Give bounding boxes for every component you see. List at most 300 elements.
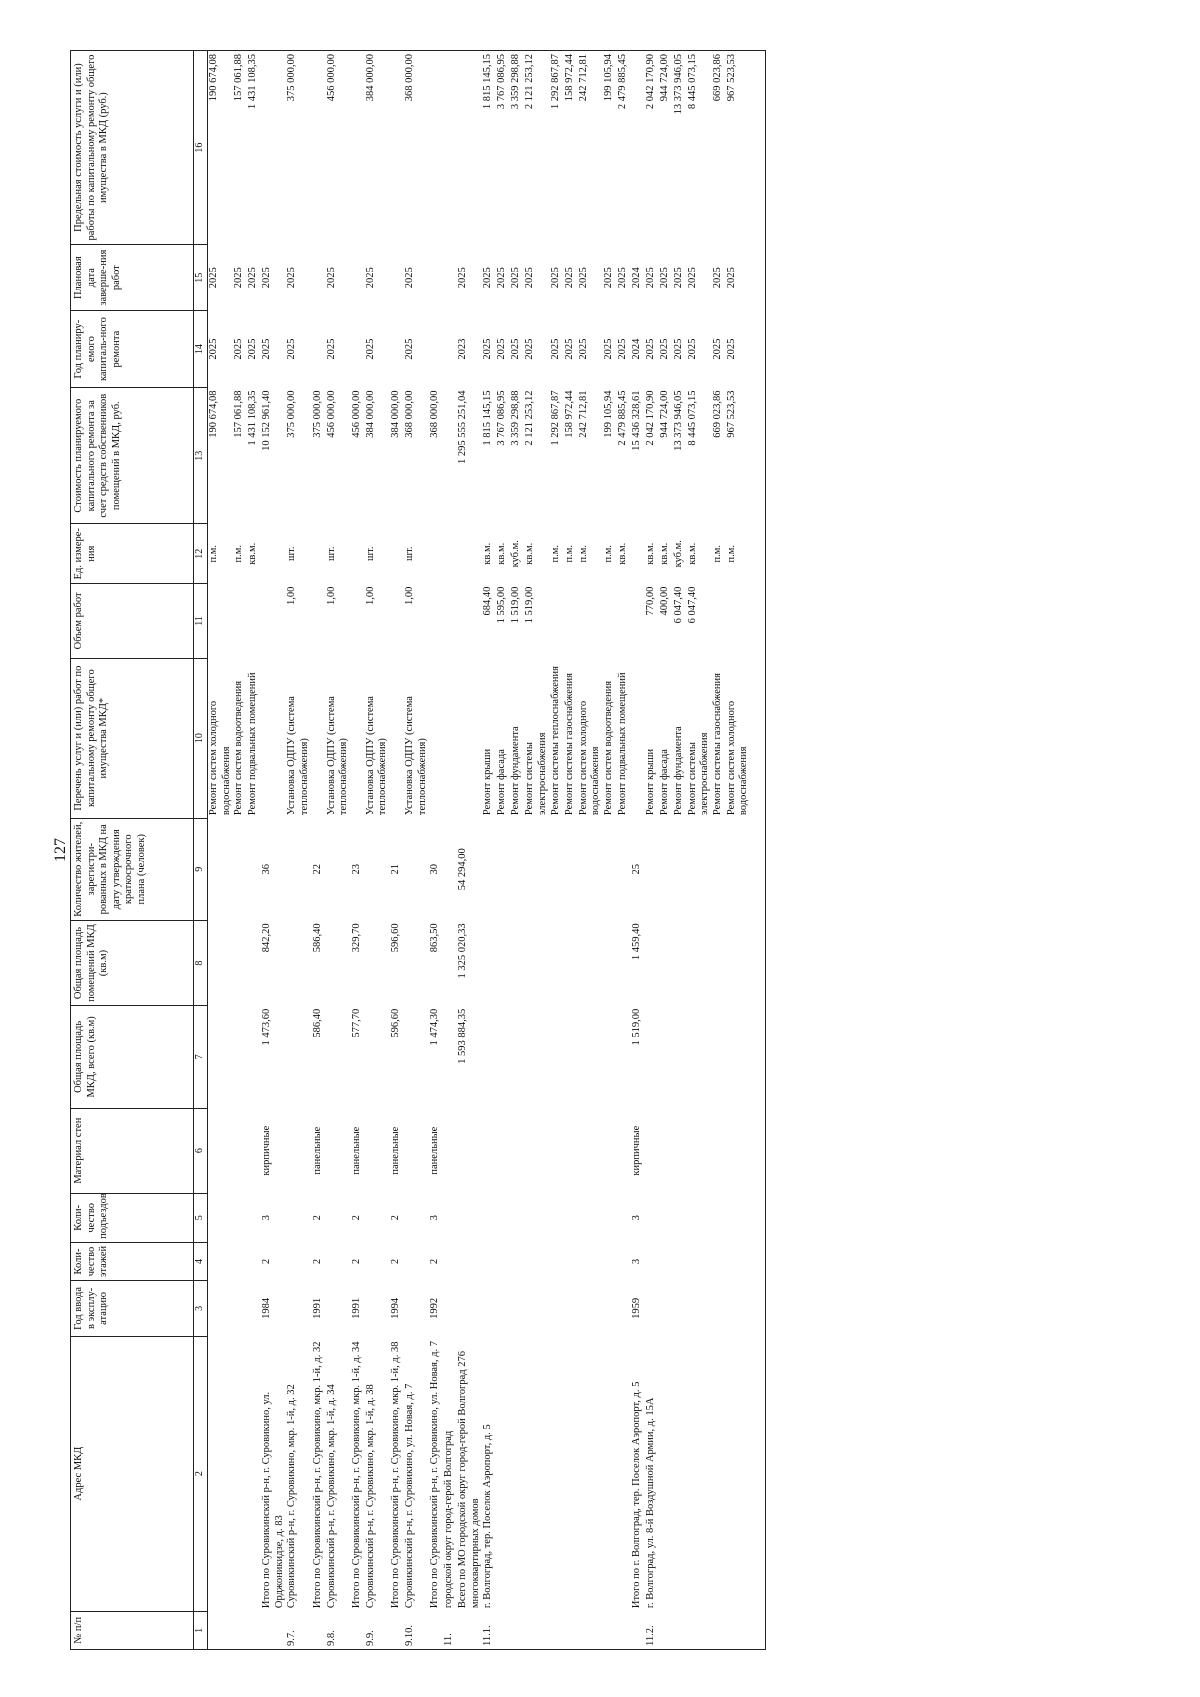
table-cell: п.м. (725, 545, 737, 563)
table-cell: 3 767 086,95 (496, 390, 508, 446)
table-cell: 944 724,00 (658, 390, 670, 438)
table-cell (726, 1611, 751, 1649)
table-cell: 2025 (616, 338, 628, 360)
table-header (71, 51, 208, 1650)
table-cell (457, 1611, 482, 1649)
table-cell (712, 1611, 726, 1649)
table-cell (564, 818, 578, 920)
table-cell (208, 1611, 234, 1649)
table-cell (726, 584, 751, 659)
table-cell (496, 1193, 510, 1242)
column-number: 7 (194, 1006, 208, 1108)
table-cell (404, 920, 429, 1005)
table-cell (603, 1108, 617, 1193)
table-cell: Итого по Суровикинский р-н, г. Суровикино, мкр. 1-й, д. 34 (350, 1341, 362, 1609)
table-cell: 2025 (261, 267, 273, 289)
table-cell: Установка ОДПУ (система теплоснабжения) (364, 696, 389, 816)
column-number: 4 (194, 1242, 208, 1280)
column-header: № п/п (71, 1611, 194, 1649)
table-cell (726, 1281, 751, 1336)
table-cell: 1,00 (364, 586, 376, 605)
table-cell (443, 51, 457, 245)
table-cell (578, 818, 603, 920)
table-cell (365, 920, 390, 1005)
table-cell: 375 000,00 (311, 390, 323, 438)
table-cell: Ремонт фасада (496, 749, 508, 816)
table-cell (312, 584, 326, 659)
table-cell (351, 658, 365, 818)
table-cell: 2 (389, 1258, 401, 1265)
table-cell (510, 1193, 524, 1242)
table-cell: г. Волгоград, ул. 8-й Воздушной Армии, д. 15А (644, 1397, 656, 1609)
table-row (603, 51, 617, 1650)
table-cell: 10 152 961,40 (261, 390, 273, 451)
table-cell (578, 1108, 603, 1193)
table-cell: 2025 (261, 338, 273, 360)
table-row (726, 51, 751, 1650)
table-cell (326, 1281, 351, 1336)
column-number: 11 (194, 584, 208, 659)
table-cell (247, 818, 261, 920)
table-cell (659, 920, 673, 1005)
table-cell: 1 815 145,15 (482, 51, 496, 245)
column-header: Материал стен (71, 1108, 194, 1193)
table-cell (687, 1611, 712, 1649)
table-cell: 15 436 328,61 (630, 390, 642, 451)
table-cell (550, 1336, 564, 1611)
table-cell: 329,70 (350, 923, 362, 953)
table-cell (751, 1242, 765, 1280)
table-cell (233, 1611, 247, 1649)
table-cell (510, 1006, 524, 1108)
table-cell (457, 658, 482, 818)
column-number: 2 (194, 1336, 208, 1611)
table-cell: Установка ОДПУ (система теплоснабжения) (325, 696, 350, 816)
table-cell (751, 1193, 765, 1242)
table-cell (673, 1006, 687, 1108)
table-cell (751, 311, 765, 388)
table-cell (603, 818, 617, 920)
table-cell (247, 584, 261, 659)
table-cell: 2025 (325, 338, 337, 360)
table-cell: 2025 (686, 267, 698, 289)
table-cell: 13 373 946,05 (672, 390, 684, 451)
table-cell (247, 1336, 261, 1611)
table-cell: 2024 (630, 267, 642, 289)
table-cell (687, 1108, 712, 1193)
table-cell: 2025 (496, 267, 508, 289)
table-cell: 242 712,81 (578, 51, 603, 245)
table-cell (261, 1611, 286, 1649)
column-header: Количество жителей, зарегистри-рованных в МКД на дату утверждения краткосрочного плана (человек) (71, 818, 194, 920)
table-cell (564, 1006, 578, 1108)
table-cell: Итого по Суровикинский р-н, г. Суровикино, мкр. 1-й, д. 32 (311, 1341, 323, 1609)
table-cell (645, 1242, 659, 1280)
table-cell (496, 818, 510, 920)
column-header: Стоимость планируемого капитального ремонта за счет средств собственников помещений в МКД, руб. (71, 387, 194, 523)
table-cell: 2 (389, 1215, 401, 1221)
table-cell (208, 1281, 234, 1336)
table-cell (351, 524, 365, 584)
table-cell (482, 1006, 496, 1108)
table-cell (617, 1281, 631, 1336)
table-cell: 2 (311, 1258, 323, 1265)
table-cell (443, 818, 457, 920)
table-cell (617, 920, 631, 1005)
table-cell: Ремонт подвальных помещений (247, 672, 259, 816)
table-cell: Ремонт крыши (644, 748, 656, 816)
table-cell: 2025 (563, 267, 575, 289)
table-cell: 2 121 253,12 (524, 390, 536, 446)
table-cell (496, 1281, 510, 1336)
table-cell (751, 1611, 765, 1649)
table-cell (443, 1281, 457, 1336)
table-cell: Суровикинский р-н, г. Суровикино, мкр. 1-й, д. 38 (364, 1384, 376, 1609)
table-cell (524, 1108, 549, 1193)
table-cell: Итого по г. Волгоград, тер. Поселок Аэропорт, д. 5 (630, 1381, 642, 1609)
table-cell: 1 519,00 (510, 586, 522, 624)
table-cell: 2025 (725, 267, 737, 289)
table-cell: 2025 (658, 267, 670, 289)
table-cell: 2025 (403, 267, 415, 289)
table-cell (208, 1006, 234, 1108)
table-cell: 11.1. (482, 1611, 496, 1649)
table-cell: 2 479 885,45 (616, 390, 628, 446)
table-cell: Установка ОДПУ (система теплоснабжения) (286, 696, 310, 816)
table-cell (208, 1108, 234, 1193)
table-cell: Ремонт системы газоснабжения (711, 673, 723, 816)
table-cell: 1 431 108,35 (247, 390, 259, 446)
table-cell (687, 1336, 712, 1611)
table-cell: 6 047,40 (672, 586, 684, 624)
table-row (578, 51, 603, 1650)
table-cell (751, 1281, 765, 1336)
table-cell: Ремонт систем водоотведения (233, 680, 245, 816)
table-cell: 158 972,44 (564, 51, 578, 245)
table-cell: 157 061,88 (233, 51, 247, 245)
table-cell: 1 292 867,87 (549, 390, 561, 446)
table-cell: 157 061,88 (233, 390, 245, 438)
table-cell (443, 920, 457, 1005)
table-cell (326, 818, 351, 920)
table-cell (726, 1242, 751, 1280)
table-cell: 2025 (658, 338, 670, 360)
table-cell: 2024 (630, 338, 642, 360)
table-cell (351, 311, 365, 388)
table-cell (390, 245, 404, 311)
table-cell: 2025 (286, 338, 298, 360)
table-cell: 22 (311, 864, 323, 875)
table-cell: Ремонт системы теплоснабжения (549, 666, 561, 816)
table-cell (524, 1242, 549, 1280)
table-cell (286, 1108, 311, 1193)
table-cell (351, 245, 365, 311)
table-cell: 577,70 (350, 1008, 362, 1038)
table-cell: 2025 (711, 267, 723, 289)
table-cell: 3 359 298,88 (510, 390, 522, 446)
table-cell (443, 311, 457, 388)
table-cell: 375 000,00 (286, 51, 311, 245)
table-row (631, 51, 645, 1650)
table-cell (510, 1242, 524, 1280)
column-number: 6 (194, 1108, 208, 1193)
table-cell (603, 920, 617, 1005)
table-cell (286, 818, 311, 920)
table-cell: городской округ город-герой Волгоград (443, 1430, 455, 1609)
table-cell (429, 245, 443, 311)
table-cell (247, 1193, 261, 1242)
table-cell (659, 1611, 673, 1649)
table-cell (312, 524, 326, 584)
table-cell (326, 1193, 351, 1242)
table-cell: 2025 (711, 338, 723, 360)
table-cell: 199 105,94 (602, 390, 614, 438)
table-cell (659, 1242, 673, 1280)
table-cell: 1,00 (286, 586, 298, 605)
table-cell (564, 1336, 578, 1611)
table-cell (550, 1108, 564, 1193)
table-cell: 190 674,08 (208, 390, 219, 438)
table-cell (312, 658, 326, 818)
table-cell: 2023 (457, 338, 469, 360)
table-cell (550, 920, 564, 1005)
table-cell (659, 1193, 673, 1242)
table-row (286, 51, 311, 1650)
table-cell: 368 000,00 (404, 51, 429, 245)
table-cell: Ремонт крыши (482, 748, 494, 816)
table-cell (404, 1006, 429, 1108)
table-cell: 368 000,00 (403, 390, 415, 438)
column-number: 9 (194, 818, 208, 920)
table-cell: 2025 (577, 267, 589, 289)
table-row (208, 51, 234, 1650)
table-cell (261, 658, 286, 818)
table-cell (687, 1242, 712, 1280)
table-cell: кв.м. (644, 542, 656, 565)
table-cell: 54 294,00 (457, 848, 469, 891)
table-row (390, 51, 404, 1650)
table-cell: Ремонт систем водоотведения (602, 680, 614, 816)
table-cell (617, 1108, 631, 1193)
table-cell (326, 1006, 351, 1108)
table-cell (312, 245, 326, 311)
table-cell: п.м. (577, 545, 589, 563)
table-cell: 1 325 020,33 (457, 923, 469, 979)
table-cell: 2025 (577, 338, 589, 360)
table-cell (712, 818, 726, 920)
table-cell (261, 51, 286, 245)
table-body (208, 51, 766, 1650)
table-cell (261, 584, 286, 659)
table-cell (496, 1108, 510, 1193)
table-cell (751, 524, 765, 584)
table-cell (457, 1108, 482, 1193)
table-cell (233, 1281, 247, 1336)
table-cell: 13 373 946,05 (673, 51, 687, 245)
table-row (404, 51, 429, 1650)
table-cell (726, 1108, 751, 1193)
table-cell: 2025 (286, 267, 298, 289)
table-cell: 1 519,00 (524, 586, 536, 624)
column-header: Ед. измере-ния (71, 524, 194, 584)
table-row (510, 51, 524, 1650)
table-cell (429, 1611, 443, 1649)
table-cell (603, 1242, 617, 1280)
table-cell (726, 818, 751, 920)
table-cell (578, 1281, 603, 1336)
table-cell (603, 1006, 617, 1108)
table-cell (524, 1193, 549, 1242)
table-cell: Ремонт систем холодного водоснабжения (577, 700, 602, 816)
table-cell (645, 1193, 659, 1242)
table-cell: 1 815 145,15 (482, 390, 494, 446)
column-header: Объем работ (71, 584, 194, 659)
table-cell: куб.м. (510, 540, 522, 568)
table-cell (482, 818, 496, 920)
table-cell (603, 1336, 617, 1611)
column-number: 12 (194, 524, 208, 584)
table-cell (673, 818, 687, 920)
table-cell (726, 920, 751, 1005)
rotated-page (50, 50, 1180, 1650)
table-cell (673, 1611, 687, 1649)
table-row (617, 51, 631, 1650)
table-cell: 2025 (208, 267, 219, 289)
table-cell (365, 818, 390, 920)
table-cell (404, 1242, 429, 1280)
table-cell: 2025 (510, 338, 522, 360)
table-cell: 2025 (247, 338, 259, 360)
table-cell: 2025 (208, 338, 219, 360)
table-cell (751, 1336, 765, 1611)
table-cell: шт. (325, 546, 337, 562)
table-cell (564, 1193, 578, 1242)
table-cell: 586,40 (311, 923, 323, 953)
table-cell: 2025 (725, 338, 737, 360)
table-cell: панельные (429, 1126, 441, 1175)
column-number: 3 (194, 1281, 208, 1336)
table-cell (312, 1611, 326, 1649)
table-cell: 2025 (672, 267, 684, 289)
table-cell: 2 042 170,90 (645, 51, 659, 245)
table-cell: 2025 (524, 267, 536, 289)
table-cell: 944 724,00 (659, 51, 673, 245)
table-cell: 1991 (311, 1297, 323, 1319)
table-cell (550, 818, 564, 920)
table-cell: 669 023,86 (712, 51, 726, 245)
table-cell (524, 1281, 549, 1336)
table-cell: 384 000,00 (365, 51, 390, 245)
table-cell (482, 1108, 496, 1193)
table-cell (751, 1006, 765, 1108)
table-cell: 967 523,53 (725, 390, 737, 438)
table-cell (645, 1108, 659, 1193)
table-cell (443, 584, 457, 659)
table-cell: 9.7. (286, 1611, 311, 1649)
table-cell (208, 1242, 234, 1280)
table-cell (631, 658, 645, 818)
column-header: Перечень услуг и (или) работ по капитальному ремонту общего имущества МКД* (71, 658, 194, 818)
table-cell: 2 (429, 1258, 441, 1265)
table-cell (673, 1108, 687, 1193)
table-cell: Ремонт систем холодного водоснабжения (208, 700, 232, 816)
table-cell (496, 920, 510, 1005)
table-cell (351, 51, 365, 245)
table-cell: 2025 (403, 338, 415, 360)
table-cell: Ремонт фундамента (510, 726, 522, 816)
table-cell (564, 584, 578, 659)
table-cell (524, 818, 549, 920)
column-number: 15 (194, 245, 208, 311)
table-cell (673, 920, 687, 1005)
table-cell (510, 1611, 524, 1649)
table-cell (617, 1006, 631, 1108)
table-cell (659, 1006, 673, 1108)
table-cell: 2025 (364, 338, 376, 360)
table-cell (617, 1611, 631, 1649)
table-cell (429, 51, 443, 245)
column-number: 13 (194, 387, 208, 523)
table-cell (751, 818, 765, 920)
table-cell: 199 105,94 (603, 51, 617, 245)
table-cell (726, 1006, 751, 1108)
capital-repair-table (70, 50, 766, 1650)
table-cell: 6 047,40 (686, 586, 698, 624)
table-cell: кв.м. (524, 542, 536, 565)
table-cell: 1994 (389, 1297, 401, 1319)
table-cell (208, 1193, 234, 1242)
table-cell: 400,00 (658, 586, 670, 616)
table-cell (247, 1108, 261, 1193)
table-cell (631, 584, 645, 659)
table-row (564, 51, 578, 1650)
table-cell: 1 474,30 (429, 1008, 441, 1046)
table-cell (751, 245, 765, 311)
table-cell (578, 1242, 603, 1280)
table-cell (233, 1336, 247, 1611)
table-cell (482, 1193, 496, 1242)
table-cell (673, 1193, 687, 1242)
table-cell: п.м. (549, 545, 561, 563)
table-cell (247, 1242, 261, 1280)
table-cell (687, 818, 712, 920)
table-cell (524, 920, 549, 1005)
table-cell: куб.м. (672, 540, 684, 568)
table-cell: 25 (630, 864, 642, 875)
table-cell: 2025 (510, 267, 522, 289)
table-cell (351, 1611, 365, 1649)
table-cell: 1 593 884,35 (457, 1008, 469, 1064)
column-header: Коли-чество подъездов (71, 1193, 194, 1242)
table-cell (550, 1611, 564, 1649)
table-cell (233, 1242, 247, 1280)
table-cell (617, 584, 631, 659)
table-cell: Итого по Суровикинский р-н, г. Суровикино, мкр. 1-й, д. 38 (389, 1341, 401, 1609)
table-cell (351, 584, 365, 659)
table-cell: 8 445 073,15 (687, 51, 712, 245)
table-cell (603, 1611, 617, 1649)
table-cell (603, 1281, 617, 1336)
table-row (429, 51, 443, 1650)
table-cell (429, 524, 443, 584)
table-cell: 384 000,00 (364, 390, 376, 438)
table-cell (751, 920, 765, 1005)
table-cell (326, 1108, 351, 1193)
table-cell (712, 920, 726, 1005)
table-cell (443, 1108, 457, 1193)
table-cell: 1 473,60 (261, 1008, 273, 1046)
table-cell: 1,00 (403, 586, 415, 605)
